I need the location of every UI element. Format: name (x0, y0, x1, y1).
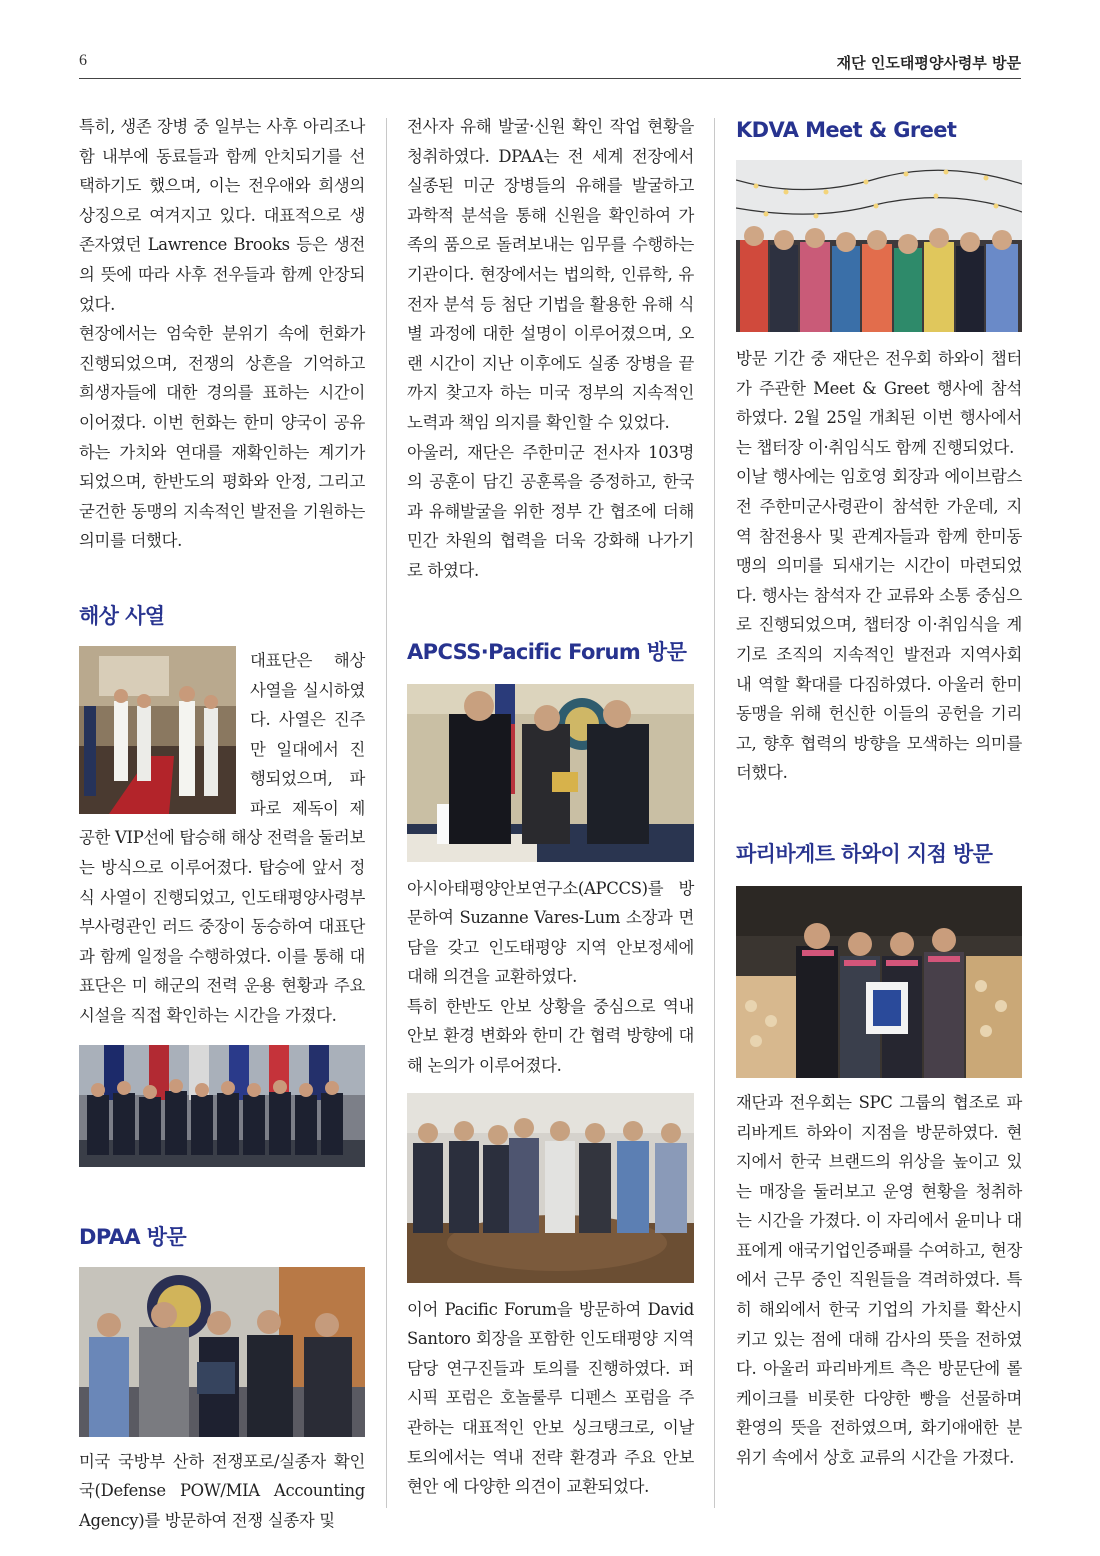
page-number: 6 (79, 52, 87, 69)
photo-apcss-meeting (407, 684, 694, 862)
paragraph: 이날 행사에는 임호영 회장과 에이브람스 전 주한미군사령관이 참석한 가운데, 지역 참전용사 및 관계자들과 함께 한미동맹의 의미를 되새기는 시간이 마련되었다. 행사는 참석자 간 교류와 소통 중심으로 진행되었으며, 챕터장 이·취임식을 계기로 조직의 지속적인 발전과 지역사회 내 역할 확대를 다짐하였다. 아울러 한미동맹을 위해 헌신한 이들의 공헌을 기리고, 향후 협력의 방향을 모색하는 의미를 더했다. (736, 467, 1022, 783)
photo-naval-group (79, 1045, 365, 1167)
paragraph: 미국 국방부 산하 전쟁포로/실종자 확인국(Defense POW/MIA Accounting Agency)를 방문하여 전쟁 실종자 및 (79, 1451, 365, 1530)
paragraph: 전사자 유해 발굴·신원 확인 작업 현황을 청취하였다. DPAA는 전 세계 전장에서 실종된 미군 장병들의 유해를 발굴하고 과학적 분석을 통해 신원을 확인하여 가족의 품으로 돌려보내는 임무를 수행하는 기관이다. 현장에서는 법의학, 인류학, 유전자 분석 등 첨단 기법을 활용한 유해 식별 과정에 대한 설명이 이루어졌으며, 오랜 시간이 지난 이후에도 실종 장병을 끝까지 찾고자 하는 미국 정부의 지속적인 노력과 책임 의지를 확인할 수 있었다. (407, 117, 694, 432)
paragraph: 아시아태평양안보연구소(APCCS)를 방문하여 Suzanne Vares-Lum 소장과 면담을 갖고 인도태평양 지역 안보정세에 대해 의견을 교환하였다. (407, 878, 694, 987)
column-2 (407, 112, 694, 1502)
section-heading-kdva: KDVA Meet & Greet (736, 118, 957, 142)
paragraph: 이어 Pacific Forum을 방문하여 David Santoro 회장을 포함한 인도태평양 지역 담당 연구진들과 토의를 진행하였다. 퍼시픽 포럼은 호놀룰루 디펜스 포럼을 주관하는 대표적인 안보 싱크탱크로, 이날 토의에서는 역내 전략 환경과 주요 안보 현안 에 다양한 의견이 교환되었다. (407, 1299, 694, 1497)
photo-naval-salute (79, 646, 236, 814)
section-heading-naval-review: 해상 사열 (79, 603, 165, 628)
column-1 (79, 112, 365, 1535)
paragraph: 아울러, 재단은 주한미군 전사자 103명의 공훈이 담긴 공훈록을 증정하고, 한국과 유해발굴을 위한 정부 간 협조에 더해 민간 차원의 협력을 더욱 강화해 나가기로 하였다. (407, 442, 694, 580)
section-heading-paris-baguette: 파리바게트 하와이 지점 방문 (736, 841, 993, 866)
section-heading-dpaa: DPAA 방문 (79, 1224, 187, 1249)
column-divider (714, 118, 715, 1508)
section-heading-apcss: APCSS·Pacific Forum 방문 (407, 639, 687, 664)
paragraph: 특히, 생존 장병 중 일부는 사후 아리조나함 내부에 동료들과 함께 안치되기를 선택하기도 했으며, 이는 전우애와 희생의 상징으로 여겨지고 있다. 대표적으로 생존자였던 Lawrence Brooks 등은 생전의 뜻에 따라 사후 전우들과 함께 안장되었다. (79, 117, 365, 314)
paragraph: 현장에서는 엄숙한 분위기 속에 헌화가 진행되었으며, 전쟁의 상흔을 기억하고 희생자들에 대한 경의를 표하는 시간이 이어졌다. 이번 헌화는 한미 양국이 공유하는 가치와 연대를 재확인하는 계기가 되었으며, 한반도의 평화와 안정, 그리고 굳건한 동맹의 지속적인 발전을 기원하는 의미를 더했다. (79, 324, 365, 551)
photo-dpaa-plaque (79, 1267, 365, 1437)
paragraph: 특히 한반도 안보 상황을 중심으로 역내 안보 환경 변화와 한미 간 협력 방향에 대해 논의가 이루어졌다. (407, 996, 694, 1076)
column-3 (736, 112, 1022, 1473)
running-title: 재단 인도태평양사령부 방문 (836, 54, 1021, 72)
paragraph: 재단과 전우회는 SPC 그룹의 협조로 파리바게트 하와이 지점을 방문하였다. 현지에서 한국 브랜드의 위상을 높이고 있는 매장을 둘러보고 운영 현황을 청취하는 시간을 가졌다. 이 자리에서 윤미나 대표에게 애국기업인증패를 수여하고, 현장에서 근무 중인 직원들을 격려하였다. 특히 해외에서 한국 기업의 가치를 확산시키고 있는 점에 대해 감사의 뜻을 전하였다. 아울러 파리바게트 측은 방문단에 롤케이크를 비롯한 다양한 빵을 선물하며 환영의 뜻을 전하였으며, 화기애애한 분위기 속에서 상호 교류의 시간을 가졌다. (736, 1092, 1022, 1468)
page-header (79, 48, 1021, 79)
photo-kdva-event (736, 160, 1022, 332)
photo-pacific-forum (407, 1093, 694, 1283)
paragraph: 방문 기간 중 재단은 전우회 하와이 챕터가 주관한 Meet & Greet 행사에 참석하였다. 2월 25일 개최된 이번 행사에서는 챕터장 이·취임식도 함께 진행되었다. (736, 349, 1022, 457)
column-divider (386, 118, 387, 1508)
photo-paris-baguette (736, 886, 1022, 1078)
paragraph: 대표단은 해상 사열을 실시하였다. 사열은 진주만 일대에서 진행되었으며, 파파로 제독이 제공한 VIP선에 탑승해 해상 전력을 둘러보는 방식으로 이루어졌다. 탑승에 앞서 정식 사열이 진행되었고, 인도태평양사령부 부사령관인 러드 중장이 동승하여 대표단과 함께 일정을 수행하였다. 이를 통해 대표단은 미 해군의 전력 운용 현황과 주요 시설을 직접 확인하는 시간을 가졌다. (79, 650, 365, 1026)
